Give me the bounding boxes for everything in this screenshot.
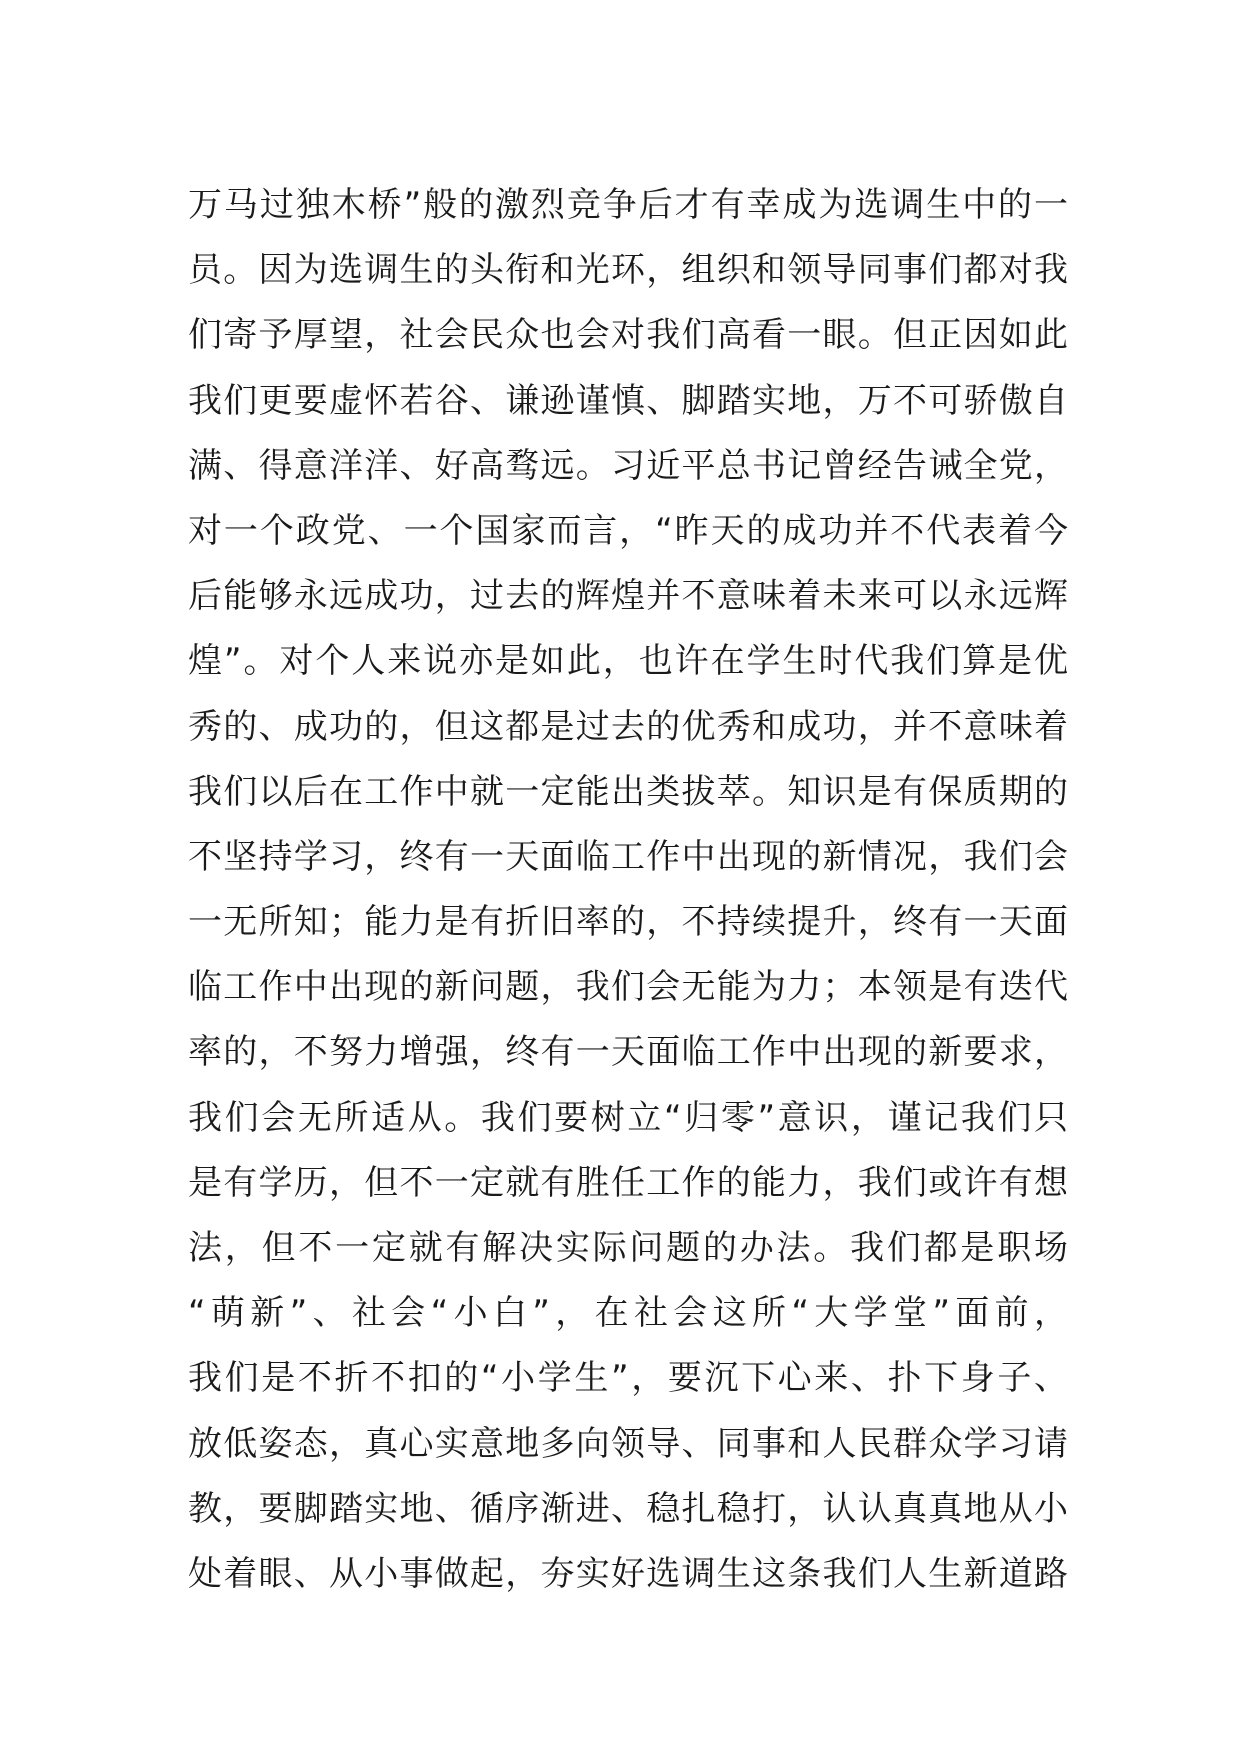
- text-line: 后能够永远成功，过去的辉煌并不意味着未来可以永远辉: [188, 576, 1068, 617]
- text-line: 一无所知；能力是有折旧率的，不持续提升，终有一天面: [188, 902, 1068, 943]
- text-line: 率的，不努力增强，终有一天面临工作中出现的新要求，: [188, 1032, 1068, 1073]
- text-line: 煌”。对个人来说亦是如此，也许在学生时代我们算是优: [188, 641, 1068, 682]
- text-line: 员。因为选调生的头衔和光环，组织和领导同事们都对我: [188, 250, 1068, 291]
- text-line: 处着眼、从小事做起，夯实好选调生这条我们人生新道路: [188, 1553, 1068, 1594]
- text-line: 临工作中出现的新问题，我们会无能为力；本领是有迭代: [188, 967, 1068, 1008]
- text-line: 对一个政党、一个国家而言，“昨天的成功并不代表着今: [188, 510, 1068, 551]
- text-line: 是有学历，但不一定就有胜任工作的能力，我们或许有想: [188, 1162, 1068, 1203]
- text-line: “萌新”、社会“小白”，在社会这所“大学堂”面前，: [188, 1293, 1068, 1334]
- text-line: 万马过独木桥”般的激烈竞争后才有幸成为选调生中的一: [188, 185, 1068, 225]
- text-line: 放低姿态，真心实意地多向领导、同事和人民群众学习请: [188, 1423, 1068, 1464]
- text-line: 我们是不折不扣的“小学生”，要沉下心来、扑下身子、: [188, 1358, 1068, 1399]
- text-line: 不坚持学习，终有一天面临工作中出现的新情况，我们会: [188, 836, 1068, 877]
- text-line: 教，要脚踏实地、循序渐进、稳扎稳打，认认真真地从小: [188, 1488, 1068, 1529]
- text-line: 秀的、成功的，但这都是过去的优秀和成功，并不意味着: [188, 706, 1068, 747]
- text-line: 们寄予厚望，社会民众也会对我们高看一眼。但正因如此: [188, 315, 1068, 356]
- text-line: 法，但不一定就有解决实际问题的办法。我们都是职场: [188, 1228, 1068, 1268]
- text-line: 满、得意洋洋、好高骛远。习近平总书记曾经告诫全党，: [188, 445, 1068, 486]
- text-line: 我们更要虚怀若谷、谦逊谨慎、脚踏实地，万不可骄傲自: [188, 380, 1068, 421]
- text-line: 我们以后在工作中就一定能出类拔萃。知识是有保质期的: [188, 771, 1068, 812]
- text-line: 我们会无所适从。我们要树立“归零”意识，谨记我们只: [188, 1097, 1068, 1138]
- body-text: [188, 173, 1068, 1607]
